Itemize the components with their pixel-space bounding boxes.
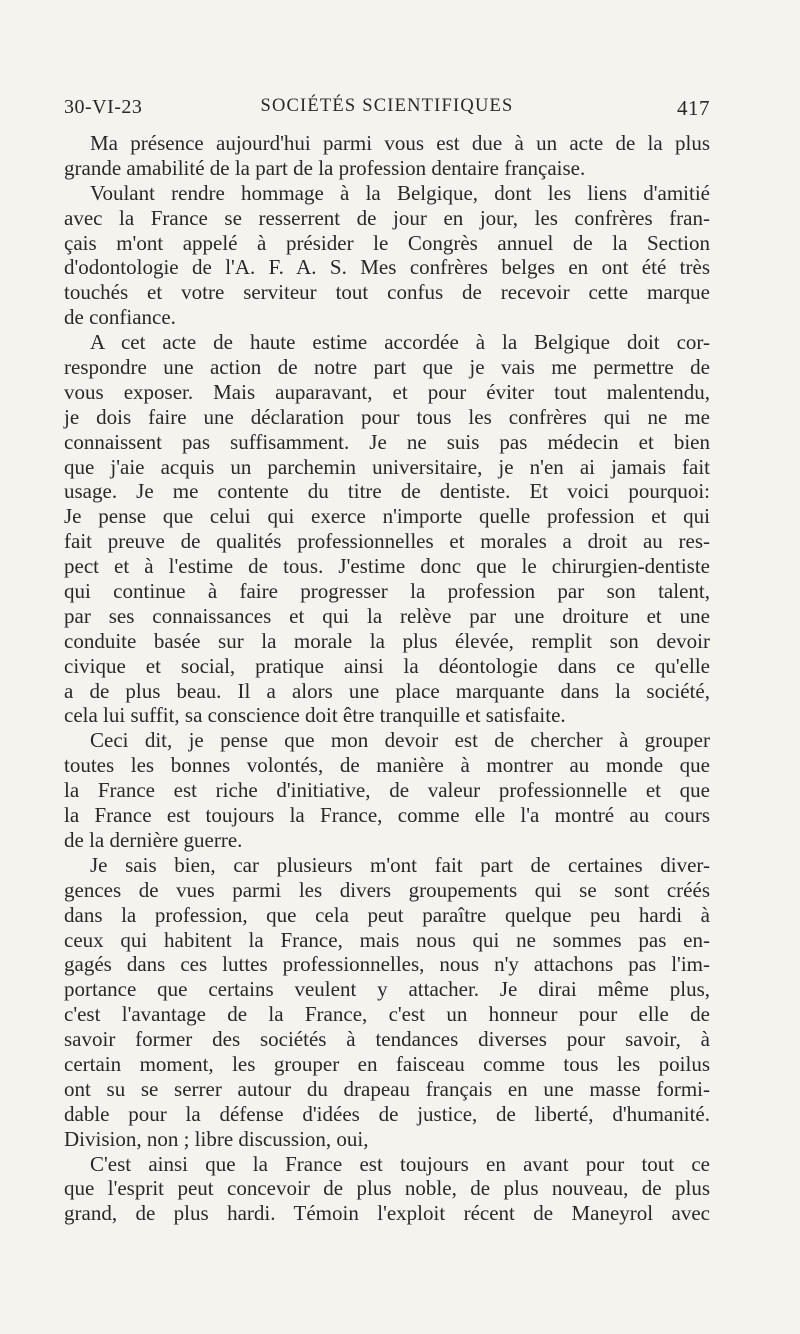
text-line: que j'aie acquis un parchemin universitaire, je n'en ai jamais fait: [64, 454, 710, 479]
text-line: la France est riche d'initiative, de valeur professionnelle et que: [64, 778, 710, 803]
text-line: C'est ainsi que la France est toujours en avant pour tout ce: [90, 1151, 710, 1176]
running-head-date: 30-VI-23: [64, 96, 143, 118]
text-line: Je sais bien, car plusieurs m'ont fait part de certaines diver-: [90, 852, 710, 877]
text-line: vous exposer. Mais auparavant, et pour éviter tout malentendu,: [64, 379, 710, 404]
body-text: [64, 131, 710, 1226]
text-line: ceux qui habitent la France, mais nous qui ne sommes pas en-: [64, 927, 710, 952]
text-line: civique et social, pratique ainsi la déontologie dans ce qu'elle: [64, 653, 710, 678]
text-line: Division, non ; libre discussion, oui,: [64, 1126, 369, 1151]
text-line: savoir former des sociétés à tendances diverses pour savoir, à: [64, 1027, 710, 1052]
text-line: dable pour la défense d'idées de justice, de liberté, d'humanité.: [64, 1101, 710, 1126]
text-line: de confiance.: [64, 305, 176, 330]
text-line: de la dernière guerre.: [64, 827, 243, 852]
text-line: fait preuve de qualités professionnelles et morales a droit au res-: [64, 529, 710, 554]
text-line: je dois faire une déclaration pour tous les confrères qui ne me: [64, 404, 710, 429]
text-line: çais m'ont appelé à présider le Congrès annuel de la Section: [64, 230, 710, 255]
text-line: Voulant rendre hommage à la Belgique, dont les liens d'amitié: [90, 180, 710, 205]
text-line: qui continue à faire progresser la profession par son talent,: [64, 579, 710, 604]
text-line: grand, de plus hardi. Témoin l'exploit récent de Maneyrol avec: [64, 1201, 710, 1226]
text-line: conduite basée sur la morale la plus élevée, remplit son devoir: [64, 628, 710, 653]
text-line: connaissent pas suffisamment. Je ne suis pas médecin et bien: [64, 429, 710, 454]
text-line: c'est l'avantage de la France, c'est un honneur pour elle de: [64, 1002, 710, 1027]
text-line: ont su se serrer autour du drapeau français en une masse formi-: [64, 1076, 710, 1101]
text-line: pect et à l'estime de tous. J'estime donc que le chirurgien-dentiste: [64, 554, 710, 579]
text-line: certain moment, les grouper en faisceau comme tous les poilus: [64, 1051, 710, 1076]
text-line: Ma présence aujourd'hui parmi vous est due à un acte de la plus: [90, 131, 710, 155]
text-line: avec la France se resserrent de jour en jour, les confrères fran-: [64, 205, 710, 230]
text-line: touchés et votre serviteur tout confus de recevoir cette marque: [64, 280, 710, 305]
running-head-title: SOCIÉTÉS SCIENTIFIQUES: [260, 96, 514, 116]
text-line: a de plus beau. Il a alors une place marquante dans la société,: [64, 678, 710, 703]
text-line: respondre une action de notre part que je vais me permettre de: [64, 355, 710, 380]
running-head: [64, 96, 710, 126]
text-line: dans la profession, que cela peut paraître quelque peu hardi à: [64, 902, 710, 927]
text-line: cela lui suffit, sa conscience doit être tranquille et satisfaite.: [64, 703, 566, 728]
page-number: 417: [677, 96, 710, 120]
text-line: usage. Je me contente du titre de dentiste. Et voici pourquoi:: [64, 479, 710, 504]
text-line: toutes les bonnes volontés, de manière à montrer au monde que: [64, 753, 710, 778]
text-line: grande amabilité de la part de la profession dentaire française.: [64, 155, 586, 180]
text-line: par ses connaissances et qui la relève par une droiture et une: [64, 603, 710, 628]
text-line: gences de vues parmi les divers groupements qui se sont créés: [64, 877, 710, 902]
text-line: la France est toujours la France, comme elle l'a montré au cours: [64, 803, 710, 828]
text-line: Je pense que celui qui exerce n'importe quelle profession et qui: [64, 504, 710, 529]
text-line: que l'esprit peut concevoir de plus noble, de plus nouveau, de plus: [64, 1176, 710, 1201]
text-line: A cet acte de haute estime accordée à la Belgique doit cor-: [90, 330, 710, 355]
text-line: gagés dans ces luttes professionnelles, nous n'y attachons pas l'im-: [64, 952, 710, 977]
text-line: portance que certains veulent y attacher. Je dirai même plus,: [64, 977, 710, 1002]
text-line: Ceci dit, je pense que mon devoir est de chercher à grouper: [90, 728, 710, 753]
text-line: d'odontologie de l'A. F. A. S. Mes confrères belges en ont été très: [64, 255, 710, 280]
